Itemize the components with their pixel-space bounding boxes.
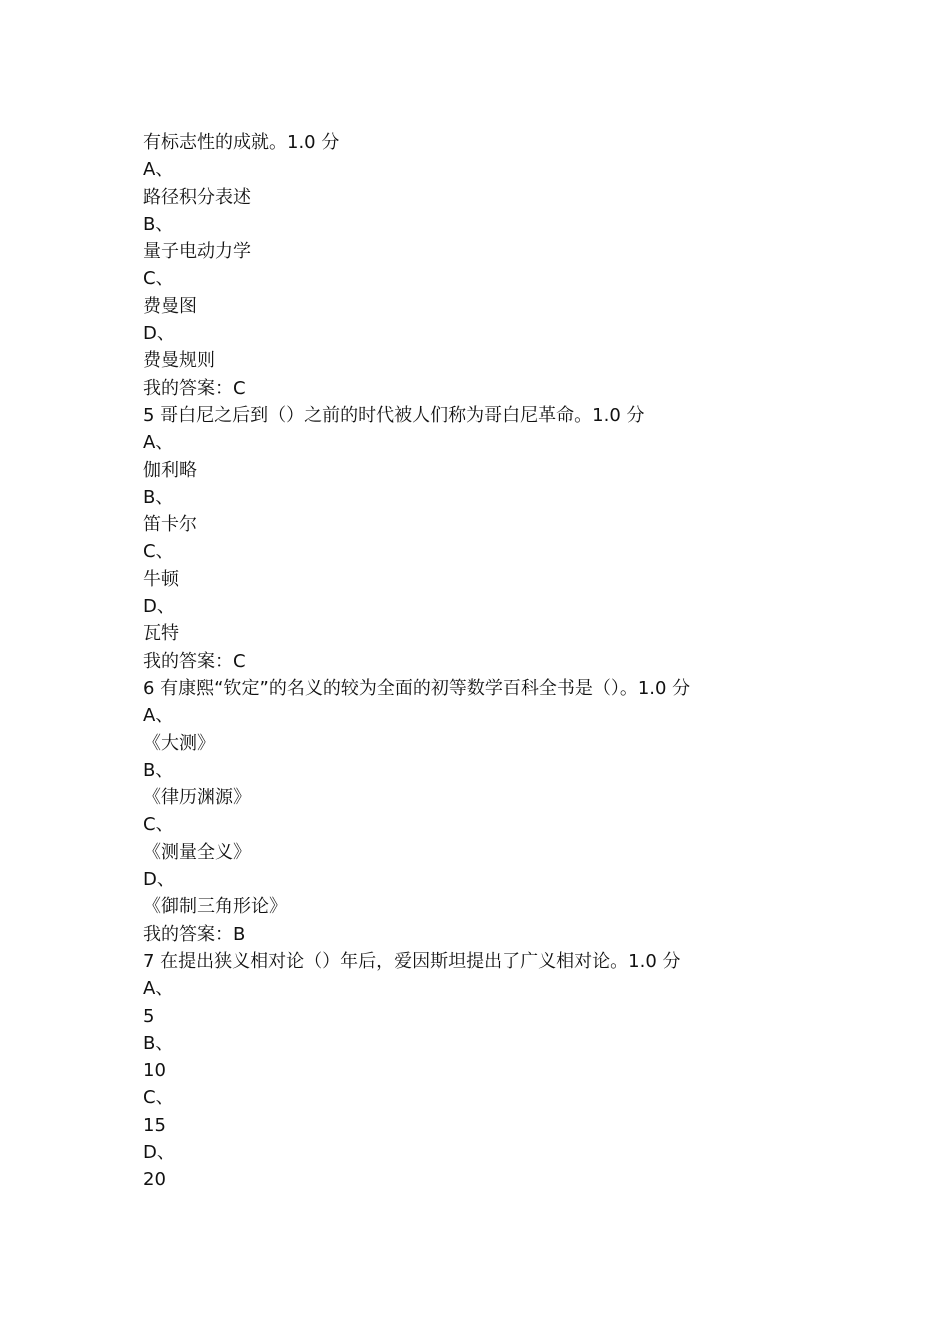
option-label: A、 [143,705,174,727]
option-text: 伽利略 [143,459,197,481]
option-label: B、 [143,213,174,235]
option-label: D、 [143,869,175,891]
option-label: D、 [143,1141,175,1163]
option-text: 《测量全义》 [143,841,251,863]
option-label: B、 [143,486,174,508]
option-text: 路径积分表述 [143,186,251,208]
question-7: 7 在提出狭义相对论（）年后，爱因斯坦提出了广义相对论。1.0 分 [143,950,681,972]
option-label: D、 [143,596,175,618]
option-label: A、 [143,978,174,1000]
option-text: 《大测》 [143,732,215,754]
my-answer: 我的答案：C [143,377,246,399]
option-text: 5 [143,1005,155,1027]
option-text: 《律历渊源》 [143,787,251,809]
option-label: C、 [143,541,174,563]
option-text: 10 [143,1060,166,1082]
option-label: A、 [143,432,174,454]
option-text: 费曼图 [143,295,197,317]
option-text: 瓦特 [143,623,179,645]
option-label: A、 [143,159,174,181]
option-text: 量子电动力学 [143,241,251,263]
option-text: 15 [143,1114,166,1136]
option-text: 笛卡尔 [143,514,197,536]
option-text: 牛顿 [143,568,179,590]
my-answer: 我的答案：C [143,650,246,672]
question-6: 6 有康熙“钦定”的名义的较为全面的初等数学百科全书是（）。1.0 分 [143,677,691,699]
option-label: C、 [143,268,174,290]
option-label: D、 [143,323,175,345]
my-answer: 我的答案：B [143,923,246,945]
option-text: 20 [143,1169,166,1191]
document-page [143,129,903,1194]
question-continuation: 有标志性的成就。1.0 分 [143,132,340,153]
option-label: B、 [143,1032,174,1054]
option-label: C、 [143,814,174,836]
question-5: 5 哥白尼之后到（）之前的时代被人们称为哥白尼革命。1.0 分 [143,404,645,426]
option-label: B、 [143,759,174,781]
option-text: 《御制三角形论》 [143,896,287,918]
option-text: 费曼规则 [143,350,215,372]
option-label: C、 [143,1087,174,1109]
